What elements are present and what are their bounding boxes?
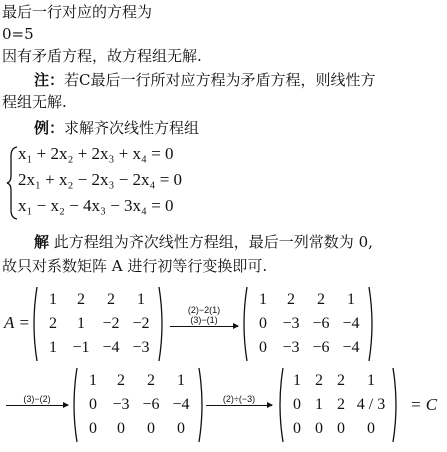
matrix-cell: 2: [49, 315, 57, 332]
matrix-cell: −3: [112, 396, 130, 413]
matrix-cell: −1: [72, 339, 90, 356]
arrow-3-label: (2)÷(−3): [222, 394, 256, 404]
left-paren: [276, 367, 284, 443]
note-line-2: 程组无解.: [2, 93, 67, 111]
matrix-cell: 1: [367, 372, 375, 389]
text-line-3: 因有矛盾方程，故方程组无解.: [2, 47, 202, 65]
matrix-cell: 0: [89, 396, 97, 413]
matrix-cell: 1: [49, 291, 57, 308]
matrix-1: [30, 288, 166, 360]
matrix-cell: 4 / 3: [356, 396, 386, 413]
solution-label: 解: [34, 233, 50, 251]
matrix-cell: −3: [132, 339, 150, 356]
matrix-cell: 0: [293, 420, 301, 437]
arrow-2: [6, 394, 68, 406]
matrix-cell: 2: [337, 396, 345, 413]
text-line-2: 0=5: [2, 25, 34, 43]
matrix-cell: −3: [282, 339, 300, 356]
arrow-1-label-top: (2)−2(1): [187, 305, 221, 315]
right-paren: [158, 286, 166, 362]
matrix-4: [276, 369, 400, 441]
matrix-cell: 2: [315, 372, 323, 389]
right-paren: [198, 367, 206, 443]
solution-line-2: 故只对系数矩阵 A 进行初等行变换即可.: [2, 257, 268, 275]
right-paren: [392, 367, 400, 443]
matrix-cell: 2: [77, 291, 85, 308]
matrix-cell: 0: [147, 420, 155, 437]
matrix-cell: 1: [315, 396, 323, 413]
note-label: 注：: [34, 71, 65, 89]
arrow-1-label-bottom: (3)−(1): [190, 315, 218, 325]
note-text-1: 若C最后一行所对应方程为矛盾方程，则线性方: [64, 71, 376, 89]
matrix-cell: 1: [259, 291, 267, 308]
matrix-cell: −6: [312, 315, 330, 332]
arrow-3: [206, 394, 272, 406]
example-line: [34, 118, 199, 138]
text-line-1: 最后一行对应的方程为: [2, 3, 153, 21]
matrix-a-label: A =: [4, 313, 30, 332]
matrix-cell: 1: [347, 291, 355, 308]
matrix-cell: 1: [77, 315, 85, 332]
matrix-cell: 2: [287, 291, 295, 308]
matrix-cell: 1: [177, 372, 185, 389]
matrix-cell: 1: [49, 339, 57, 356]
matrix-cell: 1: [137, 291, 145, 308]
equation-2: 2x₁ + x₂ − 2x₃ − 2x₄ = 0: [18, 170, 183, 189]
matrix-cell: −2: [102, 315, 120, 332]
matrix-cell: 2: [107, 291, 115, 308]
system-brace: [6, 146, 18, 220]
example-text: 求解齐次线性方程组: [64, 119, 200, 137]
matrix-cell: 0: [367, 420, 375, 437]
matrix-cell: 0: [315, 420, 323, 437]
matrix-cell: 0: [293, 396, 301, 413]
matrix-cell: −4: [342, 339, 360, 356]
matrix-3: [70, 369, 206, 441]
matrix-cell: −6: [142, 396, 160, 413]
result-suffix: = C: [410, 395, 438, 414]
arrow-1: [170, 305, 238, 327]
equation-1: x₁ + 2x₂ + 2x₃ + x₄ = 0: [18, 144, 174, 163]
matrix-cell: 1: [293, 372, 301, 389]
matrix-cell: 2: [317, 291, 325, 308]
matrix-cell: 2: [117, 372, 125, 389]
arrow-2-label: (3)−(2): [23, 394, 51, 404]
matrix-cell: 0: [337, 420, 345, 437]
left-paren: [30, 286, 38, 362]
matrix-cell: −4: [342, 315, 360, 332]
solution-text-1: 此方程组为齐次线性方程组，最后一列常数为 0,: [53, 233, 373, 251]
matrix-2: [240, 288, 376, 360]
matrix-cell: 1: [89, 372, 97, 389]
matrix-cell: 2: [337, 372, 345, 389]
equation-3: x₁ − x₂ − 4x₃ − 3x₄ = 0: [18, 196, 174, 215]
matrix-cell: −2: [132, 315, 150, 332]
example-label: 例：: [34, 119, 65, 137]
matrix-cell: 2: [147, 372, 155, 389]
matrix-cell: 0: [117, 420, 125, 437]
solution-line-1: [34, 232, 373, 252]
left-paren: [240, 286, 248, 362]
matrix-cell: −4: [102, 339, 120, 356]
matrix-cell: 0: [177, 420, 185, 437]
matrix-cell: −3: [282, 315, 300, 332]
matrix-cell: 0: [259, 315, 267, 332]
matrix-cell: 0: [259, 339, 267, 356]
matrix-cell: 0: [89, 420, 97, 437]
note-line-1: [34, 70, 376, 90]
matrix-cell: −6: [312, 339, 330, 356]
right-paren: [368, 286, 376, 362]
matrix-cell: −4: [172, 396, 190, 413]
left-paren: [70, 367, 78, 443]
